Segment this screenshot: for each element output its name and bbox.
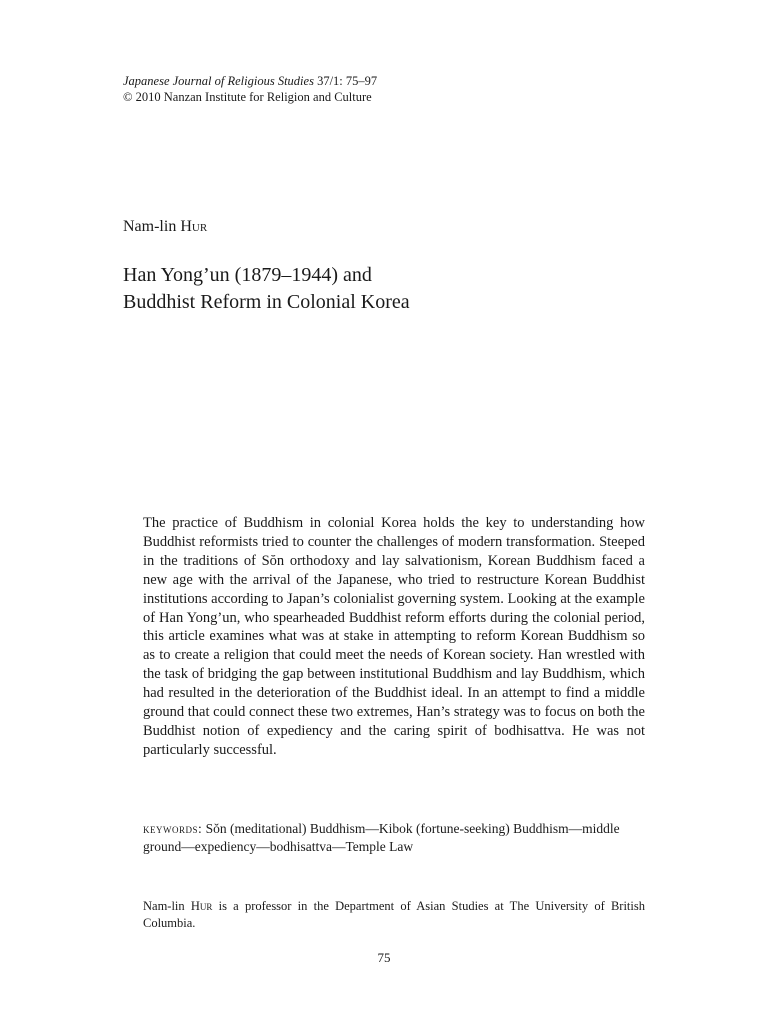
volume-pages: 37/1: 75–97 [313,74,378,88]
journal-header [123,74,377,105]
abstract: The practice of Buddhism in colonial Korea holds the key to understanding how Buddhist reformists tried to counter the challenges of modern transformation. Steeped in the traditions of Sŏn orthodoxy and lay salvationism, Korean Buddhism faced a new age with the arrival of the Japanese, who tried to restructure Korean Buddhist institutions according to Japan’s colonialist governing system. Looking at the example of Han Yong’un, who spearheaded Buddhist reform efforts during the colonial period, this article examines what was at stake in attempting to reform Korean Buddhism so as to create a religion that could meet the needs of Korean society. Han wrestled with the task of bridging the gap between institutional Buddhism and lay Buddhism, which had resulted in the deterioration of the Buddhist ideal. In an attempt to find a middle ground that could connect these two extremes, Han’s strategy was to focus on both the Buddhist notion of expediency and the caring spirit of bodhisattva. He was not particularly successful. [143,515,645,758]
author-bio [143,898,645,932]
author-given-name: Nam-lin [123,218,181,235]
keywords-text: Sŏn (meditational) Buddhism—Kibok (fortune-seeking) Buddhism—middle ground—expediency—bodhisattva—Temple Law [143,821,620,854]
page-number: 75 [377,950,391,965]
keywords-label: keywords: [143,821,203,836]
journal-name: Japanese Journal of Religious Studies [123,74,314,88]
title-line-1: Han Yong’un (1879–1944) and [123,264,372,286]
journal-citation [123,74,377,90]
author-name [123,217,207,237]
keywords [143,820,645,856]
author-family-name: Hur [180,218,208,235]
article-title [123,262,410,316]
bio-given-name: Nam-lin [143,899,191,913]
title-line-2: Buddhist Reform in Colonial Korea [123,291,410,313]
bio-family-name: Hur [190,899,213,913]
bio-text: is a professor in the Department of Asian Studies at The University of British Columbia. [143,899,645,930]
copyright-line: © 2010 Nanzan Institute for Religion and Culture [123,89,372,104]
